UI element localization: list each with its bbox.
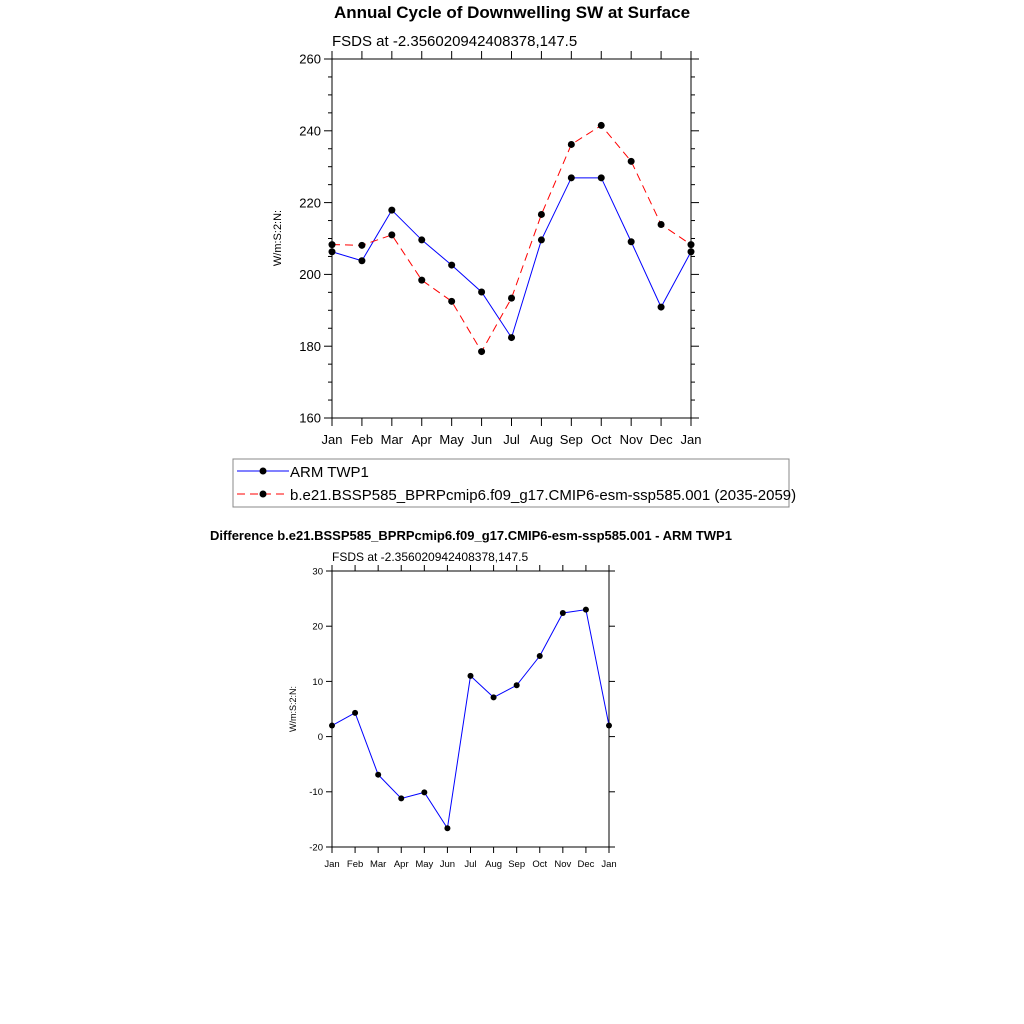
data-point-series-1 bbox=[375, 772, 381, 778]
x-tick-label: Jun bbox=[439, 859, 456, 870]
chart-subtitle: FSDS at -2.356020942408378,147.5 bbox=[332, 550, 529, 564]
y-tick-label: 260 bbox=[299, 51, 321, 67]
x-tick-label: Jan bbox=[601, 859, 617, 870]
chart-title: Annual Cycle of Downwelling SW at Surface bbox=[333, 3, 691, 22]
y-tick-label: 30 bbox=[312, 566, 323, 578]
data-point-series-1 bbox=[418, 236, 425, 243]
data-point-series-2 bbox=[628, 158, 635, 165]
x-tick-label: Mar bbox=[380, 432, 404, 447]
x-tick-label: Aug bbox=[485, 859, 503, 870]
data-point-series-1 bbox=[448, 262, 455, 269]
data-point-series-2 bbox=[358, 242, 365, 249]
x-tick-label: Jan bbox=[324, 859, 340, 870]
x-tick-label: Feb bbox=[346, 859, 364, 870]
data-point-series-1 bbox=[514, 682, 520, 688]
chart-title: Difference b.e21.BSSP585_BPRPcmip6.f09_g17.CMIP6-esm-ssp585.001 - ARM TWP1 bbox=[210, 528, 732, 543]
y-axis-label: W/m:S:2:N: bbox=[272, 209, 284, 267]
y-tick-label: 200 bbox=[299, 267, 321, 283]
data-point-series-2 bbox=[688, 241, 695, 248]
data-point-series-2 bbox=[388, 231, 395, 238]
annual-cycle-chart bbox=[272, 3, 701, 447]
data-point-series-1 bbox=[352, 710, 358, 716]
data-point-series-2 bbox=[329, 241, 336, 248]
x-tick-label: Oct bbox=[532, 859, 548, 870]
series-line-1 bbox=[332, 610, 609, 829]
x-tick-label: Oct bbox=[591, 432, 612, 447]
x-tick-label: Apr bbox=[393, 859, 409, 870]
series-line-1 bbox=[332, 178, 691, 338]
data-point-series-1 bbox=[560, 610, 566, 616]
data-point-series-2 bbox=[478, 348, 485, 355]
data-point-series-1 bbox=[421, 789, 427, 795]
x-tick-label: Apr bbox=[411, 432, 432, 447]
data-point-series-1 bbox=[658, 304, 665, 311]
y-tick-label: 10 bbox=[312, 676, 323, 688]
data-point-series-1 bbox=[568, 174, 575, 181]
data-point-series-1 bbox=[606, 723, 612, 729]
data-point-series-2 bbox=[568, 141, 575, 148]
data-point-series-1 bbox=[537, 653, 543, 659]
top-axes bbox=[299, 51, 701, 447]
x-tick-label: Jun bbox=[471, 432, 493, 447]
data-point-series-1 bbox=[583, 607, 589, 613]
y-tick-label: -20 bbox=[309, 842, 323, 854]
legend-label-series-2: b.e21.BSSP585_BPRPcmip6.f09_g17.CMIP6-esm-ssp585.001 (2035-2059) bbox=[290, 487, 797, 504]
data-point-series-1 bbox=[388, 207, 395, 214]
x-tick-label: Nov bbox=[554, 859, 572, 870]
x-tick-label: May bbox=[439, 432, 464, 447]
y-tick-label: -10 bbox=[309, 787, 323, 799]
plot-frame bbox=[332, 59, 691, 418]
legend-marker-series-2 bbox=[260, 491, 267, 498]
legend bbox=[233, 459, 796, 507]
y-tick-label: 0 bbox=[317, 732, 323, 744]
data-point-series-1 bbox=[329, 723, 335, 729]
x-tick-label: Jan bbox=[680, 432, 702, 447]
x-tick-label: Sep bbox=[559, 432, 583, 447]
data-point-series-2 bbox=[418, 277, 425, 284]
data-point-series-1 bbox=[598, 174, 605, 181]
data-point-series-1 bbox=[398, 795, 404, 801]
y-tick-label: 180 bbox=[299, 338, 321, 354]
data-point-series-1 bbox=[358, 257, 365, 264]
legend-marker-series-1 bbox=[260, 468, 267, 475]
chart-subtitle: FSDS at -2.356020942408378,147.5 bbox=[332, 33, 578, 50]
y-tick-label: 220 bbox=[299, 195, 321, 211]
x-tick-label: Jul bbox=[503, 432, 520, 447]
y-tick-label: 20 bbox=[312, 621, 323, 633]
x-tick-label: Jan bbox=[321, 432, 343, 447]
data-point-series-1 bbox=[468, 673, 474, 679]
data-point-series-2 bbox=[448, 298, 455, 305]
x-tick-label: Nov bbox=[619, 432, 643, 447]
data-point-series-1 bbox=[444, 825, 450, 831]
legend-label-series-1: ARM TWP1 bbox=[290, 464, 369, 481]
y-tick-label: 160 bbox=[299, 410, 321, 426]
x-tick-label: Jul bbox=[464, 859, 477, 870]
data-point-series-1 bbox=[508, 334, 515, 341]
series-line-2 bbox=[332, 125, 691, 351]
data-point-series-1 bbox=[478, 288, 485, 295]
data-point-series-1 bbox=[329, 248, 336, 255]
data-point-series-1 bbox=[491, 694, 497, 700]
data-point-series-1 bbox=[538, 236, 545, 243]
data-point-series-1 bbox=[688, 248, 695, 255]
x-tick-label: Sep bbox=[508, 859, 526, 870]
data-point-series-2 bbox=[598, 122, 605, 129]
x-tick-label: May bbox=[415, 859, 434, 870]
top-series bbox=[329, 122, 695, 355]
difference-chart bbox=[210, 528, 732, 870]
x-tick-label: Mar bbox=[369, 859, 387, 870]
x-tick-label: Dec bbox=[577, 859, 595, 870]
bottom-series bbox=[329, 607, 612, 832]
x-tick-label: Aug bbox=[529, 432, 553, 447]
data-point-series-2 bbox=[538, 211, 545, 218]
data-point-series-2 bbox=[658, 221, 665, 228]
y-axis-label: W/m:S:2:N: bbox=[288, 685, 298, 733]
data-point-series-1 bbox=[628, 238, 635, 245]
x-tick-label: Feb bbox=[350, 432, 374, 447]
data-point-series-2 bbox=[508, 295, 515, 302]
bottom-axes bbox=[309, 565, 616, 870]
x-tick-label: Dec bbox=[649, 432, 673, 447]
y-tick-label: 240 bbox=[299, 123, 321, 139]
